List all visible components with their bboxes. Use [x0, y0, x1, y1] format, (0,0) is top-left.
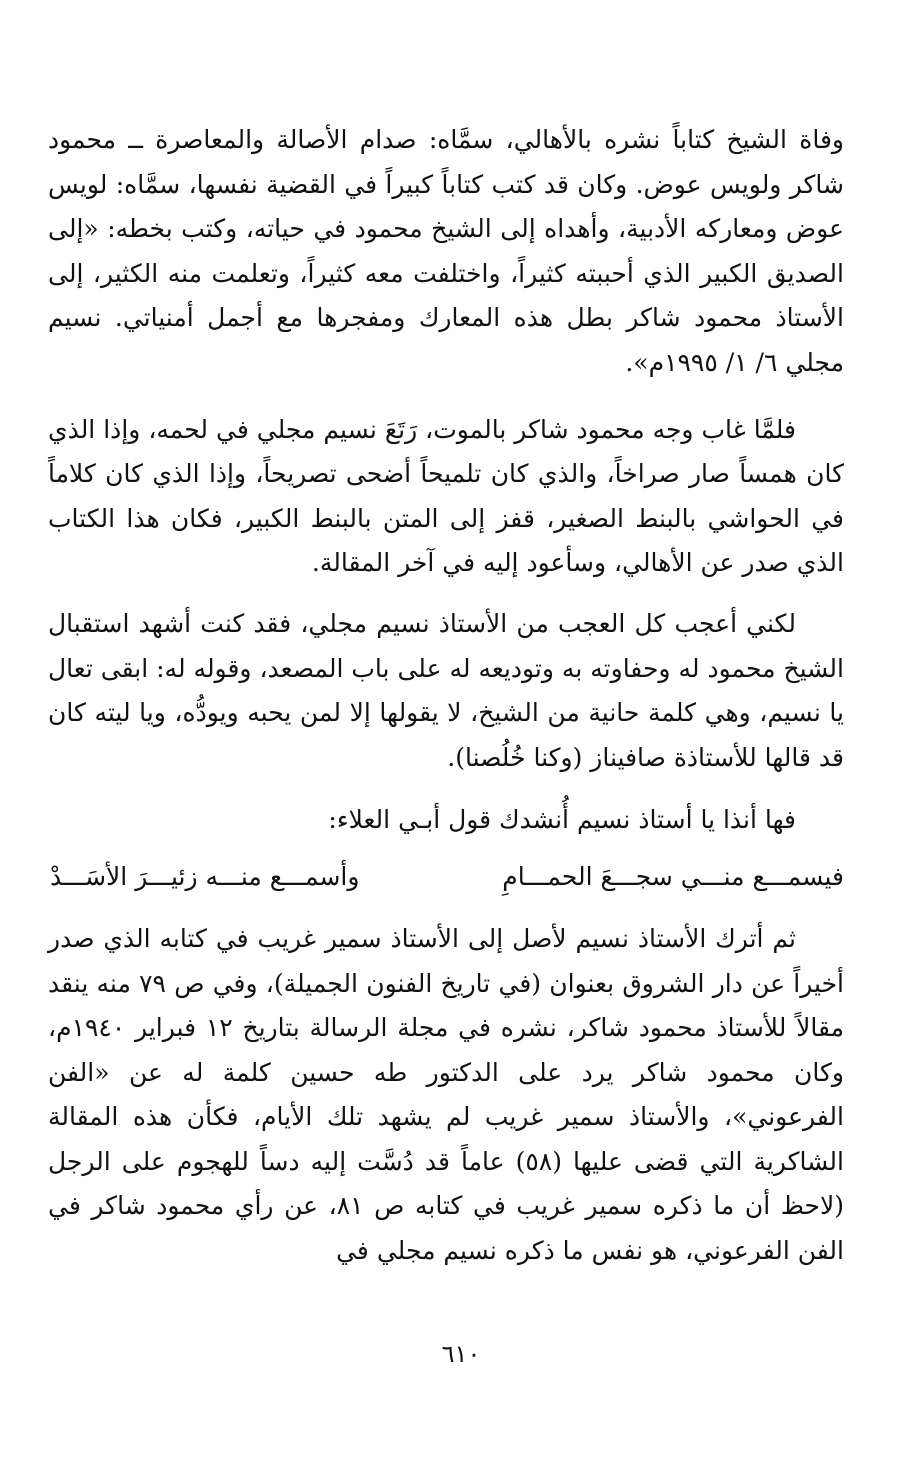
- poetry-verse: [48, 855, 844, 899]
- paragraph-3: لكني أعجب كل العجب من الأستاذ نسيم مجلي، فقد كنت أشهد استقبال الشيخ محمود له وحفاوته به وتوديعه له على باب المصعد، وقوله له: ابقى تعال يا نسيم، وهي كلمة حانية من الشيخ، لا يقولها إلا لمن يحبه ويودُّه، ويا ليته كان قد قالها للأستاذة صافيناز (وكنا خُلُصنا).: [48, 608, 844, 772]
- verse-first-hemistich: فيسمـــع منـــي سجـــعَ الحمـــامِ: [502, 861, 844, 891]
- paragraph-5: ثم أترك الأستاذ نسيم لأصل إلى الأستاذ سمير غريب في كتابه الذي صدر أخيراً عن دار الشروق بعنوان (في تاريخ الفنون الجميلة)، وفي ص ٧٩ منه ينقد مقالاً للأستاذ محمود شاكر، نشره في مجلة الرسالة بتاريخ ١٢ فبراير ١٩٤٠م، وكان محمود شاكر يرد على الدكتور طه حسين كلمة له عن «الفن الفرعوني»، والأستاذ سمير غريب لم يشهد تلك الأيام، فكأن هذه المقالة الشاكرية التي قضى عليها (٥٨) عاماً قد دُسَّت إليه دساً للهجوم على الرجل (لاحظ أن ما ذكره سمير غريب في كتابه ص ٨١، عن رأي محمود شاكر في الفن الفرعوني، هو نفس ما ذكره نسيم مجلي في: [48, 923, 844, 1266]
- page-body: [48, 118, 844, 1274]
- paragraph-2: فلمَّا غاب وجه محمود شاكر بالموت، رَتَعَ نسيم مجلي في لحمه، وإذا الذي كان همساً صار صراخاً، والذي كان تلميحاً أضحى تصريحاً، وإذا الذي كان كلاماً في الحواشي بالبنط الصغير، قفز إلى المتن بالبنط الكبير، فكان هذا الكتاب الذي صدر عن الأهالي، وسأعود إليه في آخر المقالة.: [48, 414, 844, 578]
- verse-intro: فها أنذا يا أستاذ نسيم أُنشدك قول أبـي العلاء:: [328, 805, 796, 835]
- page-number: ٦١٠: [441, 1340, 481, 1368]
- verse-second-hemistich: وأسمـــع منـــه زئيـــرَ الأسَـــدْ: [50, 861, 360, 891]
- paragraph-1: وفاة الشيخ كتاباً نشره بالأهالي، سمَّاه: صدام الأصالة والمعاصرة ــ محمود شاكر ولويس عوض. وكان قد كتب كتاباً كبيراً في القضية نفسها، سمَّاه: لويس عوض ومعاركه الأدبية، وأهداه إلى الشيخ محمود في حياته، وكتب بخطه: «إلى الصديق الكبير الذي أحببته كثيراً، واختلفت معه كثيراً، وتعلمت منه الكثير، إلى الأستاذ محمود شاكر بطل هذه المعارك ومفجرها مع أجمل أمنياتي. نسيم مجلي ٦/ ١/ ١٩٩٥م».: [48, 125, 844, 377]
